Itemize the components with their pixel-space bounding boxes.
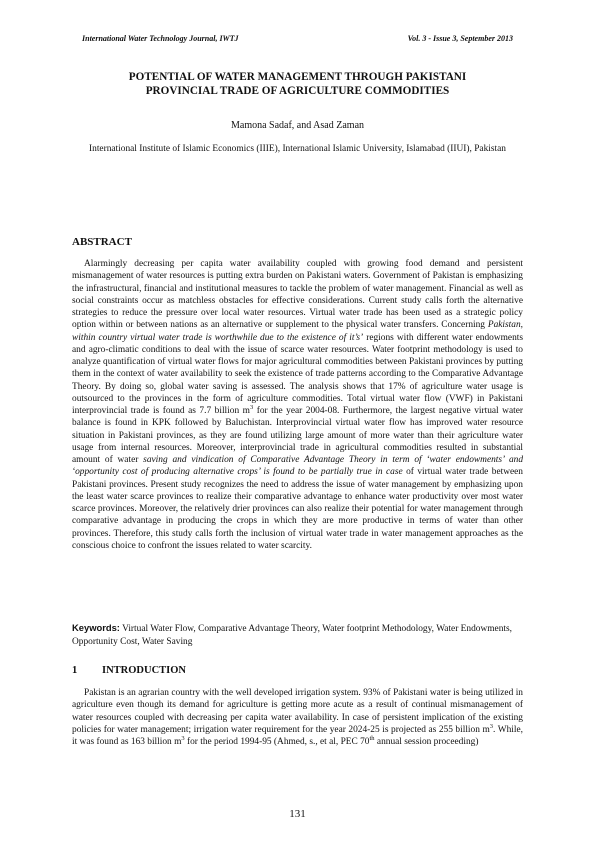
keywords-text: Virtual Water Flow, Comparative Advantage Theory, Water footprint Methodology, Water Endowments, Opportunity Cost, Water Saving	[72, 624, 512, 647]
abstract-italic-1: Pakistan, within country virtual water trade is worthwhile due to the existence of it’s’	[72, 320, 523, 343]
section-title: INTRODUCTION	[102, 665, 187, 676]
intro-text-2: . While, it was found as 163 billion m	[72, 724, 523, 748]
issue-info: Vol. 3 - Issue 3, September 2013	[407, 34, 513, 43]
abstract-text-3: for the year 2004-08. Furthermore, the largest negative virtual water balance is found in KPK followed by Baluchistan. Interprovincial virtual water flow has improved water resource situation in Pakistani provinces, as they are found utilizing large amount of more water than their agriculture water usage from internal resources. Moreover, interprovincial trade in agricultural commodities resulted in substantial amount of water	[72, 406, 523, 465]
abstract-text-4: of virtual water trade between Pakistani provinces. Present study recognizes the need to address the issue of water management by emphasizing upon the least water scarce provinces to realize their comparative advantage to enhance water productivity over most water scarce provinces. Moreover, the relatively drier provinces can also realize their potential for water management through comparative advantage in producing the crops in which they are more productive in terms of water than other provinces. Therefore, this study calls forth the inclusion of virtual water trade in water management approaches as the conscious choice to confront the issues related to water scarcity.	[72, 467, 523, 551]
keywords	[72, 622, 523, 648]
title-line-2: PROVINCIAL TRADE OF AGRICULTURE COMMODITIES	[145, 85, 450, 97]
journal-name: International Water Technology Journal, IWTJ	[82, 34, 239, 43]
intro-text-1: Pakistan is an agrarian country with the well developed irrigation system. 93% of Pakistani water is being utilized in agriculture even though its demand for agriculture is getting more acute as a result of continual mismanagement of water resources coupled with decreasing per capita water availability. In case of persistent implication of the existing policies for water management; irrigation water requirement for the year 2024-25 is projected as 255 billion m	[72, 688, 523, 735]
page-number: 131	[289, 808, 306, 820]
abstract-body	[72, 258, 523, 552]
intro-text-4: annual session proceeding)	[374, 737, 479, 748]
intro-text-3: for the period 1994-95 (Ahmed, s., et al, PEC 70	[184, 737, 370, 748]
paper-title	[60, 70, 535, 98]
affiliation: International Institute of Islamic Economics (IIIE), International Islamic University, Islamabad (IIUI), Pakistan	[89, 144, 506, 154]
abstract-heading: ABSTRACT	[72, 236, 132, 248]
intro-heading	[72, 665, 186, 676]
abstract-text-1: Alarmingly decreasing per capita water availability coupled with growing food demand and persistent mismanagement of water resources is putting extra burden on Pakistani waters. Government of Pakistan is emphasizing the infrastructural, financial and institutional measures to tackle the problem of water management. Financial as well as social constraints occur as matchless obstacles for effective considerations. Current study calls forth the alternative strategies to reduce the pressure over local water resources. Virtual water trade has been used as a strategic policy option within or between nations as an alternative or supplement to the physical water transfers. Concerning	[72, 259, 523, 331]
title-line-1: POTENTIAL OF WATER MANAGEMENT THROUGH PAKISTANI	[128, 71, 467, 83]
intro-sup-2: 3	[181, 735, 185, 743]
abstract-text-2: regions with different water endowments and agro-climatic conditions to deal with the issue of scarce water resources. Water footprint methodology is used to analyze quantification of virtual water flows for major agricultural commodities between Pakistani provinces by putting them in the context of water availability to seek the existence of trade patterns according to the Comparative Advantage Theory. By doing so, global water saving is assessed. The analysis shows that 17% of agriculture water usage is outsourced to the provinces in the form of agriculture commodities. Total virtual water flow (VWF) in Pakistani interprovincial trade is found as 7.7 billion m	[72, 332, 524, 416]
authors: Mamona Sadaf, and Asad Zaman	[230, 120, 365, 131]
abstract-superscript: 3	[249, 403, 254, 411]
intro-sup-1: 3	[489, 722, 494, 730]
intro-sup-3: th	[369, 735, 375, 743]
keywords-label: Keywords:	[72, 622, 120, 633]
section-number: 1	[72, 665, 78, 676]
abstract-italic-2: saving and vindication of Comparative Advantage Theory in term of ‘water endowments’ and ‘opportunity cost of producing alternative crops’ is found to be partially true in case	[72, 455, 524, 478]
intro-body	[72, 687, 523, 748]
running-header	[82, 34, 513, 48]
